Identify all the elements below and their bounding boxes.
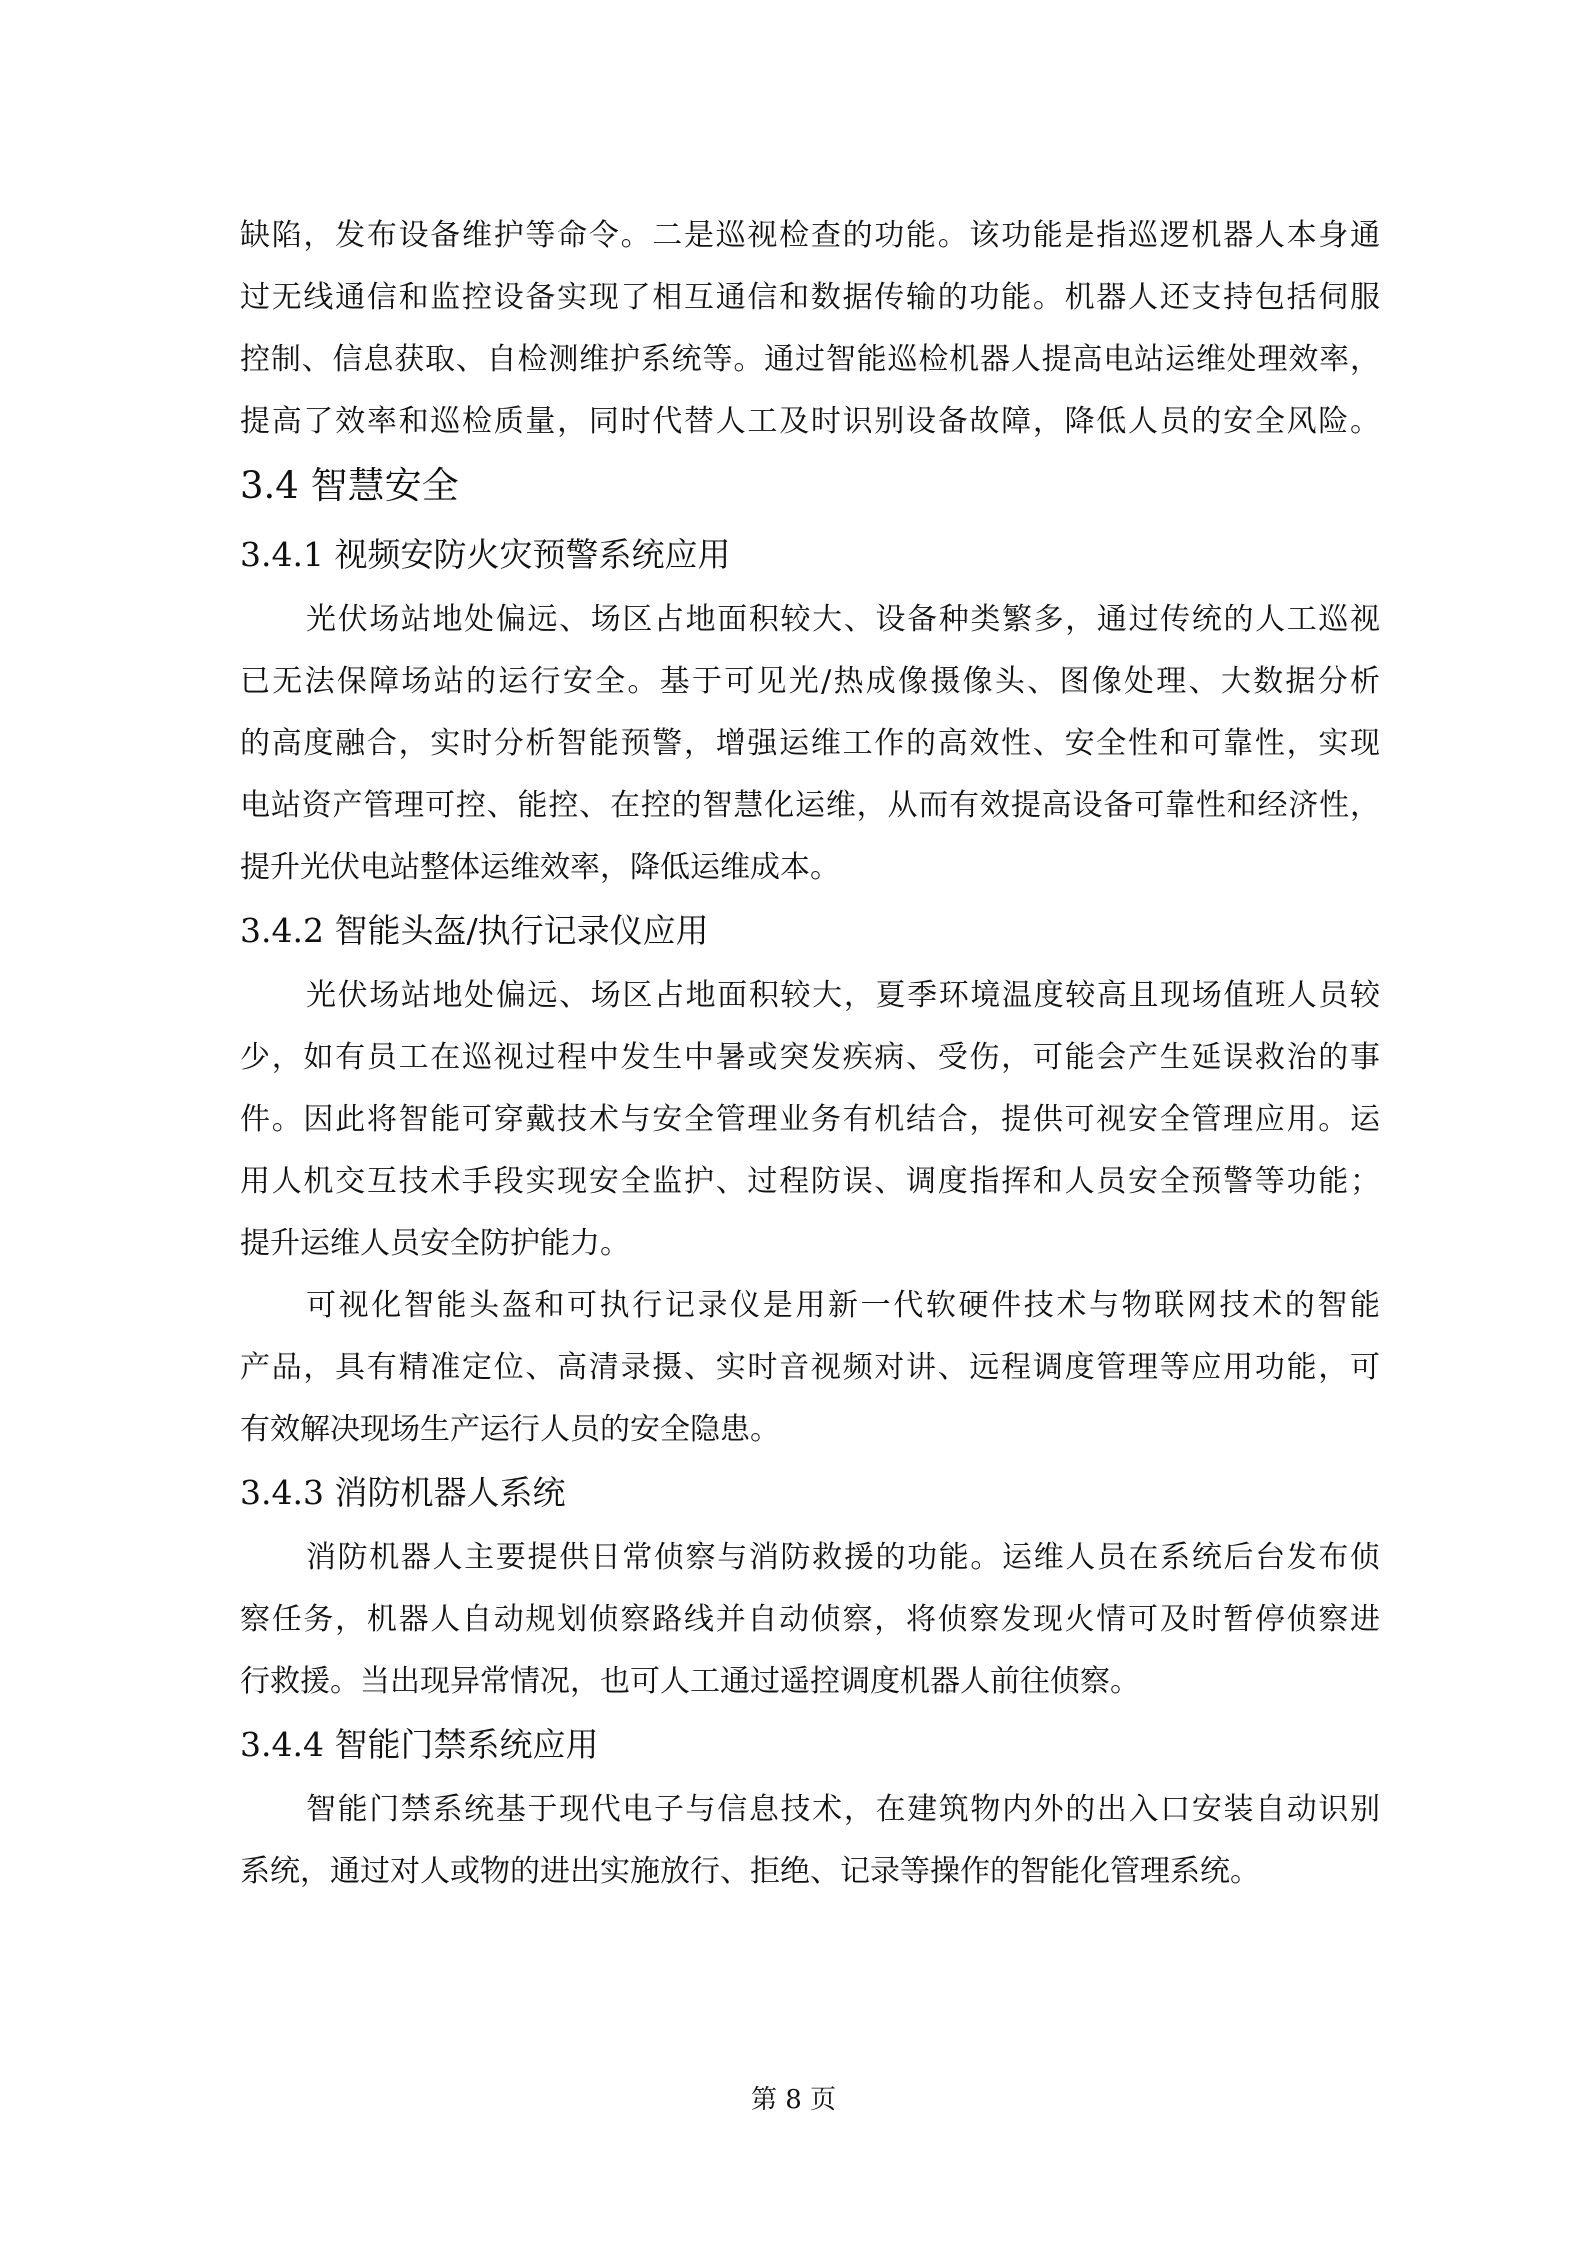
- paragraph-line: 光伏场站地处偏远、场区占地面积较大，夏季环境温度较高且现场值班人员较: [306, 978, 1380, 1013]
- paragraph-line: 光伏场站地处偏远、场区占地面积较大、设备种类繁多，通过传统的人工巡视: [306, 602, 1380, 637]
- paragraph-line: 可视化智能头盔和可执行记录仪是用新一代软硬件技术与物联网技术的智能: [306, 1288, 1380, 1323]
- subsection-heading: 3.4.1 视频安防火灾预警系统应用: [240, 535, 731, 574]
- paragraph-line: 智能门禁系统基于现代电子与信息技术，在建筑物内外的出入口安装自动识别: [306, 1792, 1380, 1827]
- body-paragraph: [240, 1527, 1380, 1713]
- paragraph-line: 缺陷，发布设备维护等命令。二是巡视检查的功能。该功能是指巡逻机器人本身通: [240, 218, 1380, 253]
- paragraph-line: 已无法保障场站的运行安全。基于可见光/热成像摄像头、图像处理、大数据分析: [240, 664, 1380, 699]
- subsection-heading: 3.4.3 消防机器人系统: [240, 1473, 566, 1512]
- subsection-heading: 3.4.4 智能门禁系统应用: [240, 1725, 599, 1764]
- paragraph-line: 少，如有员工在巡视过程中发生中暑或突发疾病、受伤，可能会产生延误救治的事: [240, 1040, 1380, 1075]
- paragraph-line: 过无线通信和监控设备实现了相互通信和数据传输的功能。机器人还支持包括伺服: [240, 280, 1380, 315]
- body-paragraph: [240, 1275, 1380, 1461]
- paragraph-line: 提升光伏电站整体运维效率，降低运维成本。: [240, 850, 840, 885]
- paragraph-line: 的高度融合，实时分析智能预警，增强运维工作的高效性、安全性和可靠性，实现: [240, 726, 1380, 761]
- body-paragraph: [240, 589, 1380, 899]
- document-page: [240, 205, 1380, 1903]
- paragraph-line: 有效解决现场生产运行人员的安全隐患。: [240, 1412, 780, 1447]
- paragraph-line: 件。因此将智能可穿戴技术与安全管理业务有机结合，提供可视安全管理应用。运: [240, 1102, 1380, 1137]
- paragraph-line: 用人机交互技术手段实现安全监护、过程防误、调度指挥和人员安全预警等功能；: [240, 1164, 1380, 1199]
- paragraph-line: 提高了效率和巡检质量，同时代替人工及时识别设备故障，降低人员的安全风险。: [240, 404, 1380, 439]
- subsection-heading: 3.4.2 智能头盔/执行记录仪应用: [240, 911, 709, 950]
- paragraph-line: 系统，通过对人或物的进出实施放行、拒绝、记录等操作的智能化管理系统。: [240, 1854, 1260, 1889]
- paragraph-line: 消防机器人主要提供日常侦察与消防救援的功能。运维人员在系统后台发布侦: [306, 1540, 1380, 1575]
- body-paragraph: [240, 1779, 1380, 1903]
- paragraph-line: 电站资产管理可控、能控、在控的智慧化运维，从而有效提高设备可靠性和经济性，: [240, 788, 1380, 823]
- paragraph-line: 控制、信息获取、自检测维护系统等。通过智能巡检机器人提高电站运维处理效率，: [240, 342, 1380, 377]
- paragraph-line: 提升运维人员安全防护能力。: [240, 1226, 630, 1261]
- paragraph-line: 产品，具有精准定位、高清录摄、实时音视频对讲、远程调度管理等应用功能，可: [240, 1350, 1380, 1385]
- paragraph-line: 行救援。当出现异常情况，也可人工通过遥控调度机器人前往侦察。: [240, 1664, 1140, 1699]
- body-paragraph: [240, 965, 1380, 1275]
- paragraph-line: 察任务，机器人自动规划侦察路线并自动侦察，将侦察发现火情可及时暂停侦察进: [240, 1602, 1380, 1637]
- page-number: 第 8 页: [750, 2085, 837, 2115]
- section-heading: 3.4 智慧安全: [240, 464, 459, 507]
- intro-paragraph: [240, 205, 1380, 453]
